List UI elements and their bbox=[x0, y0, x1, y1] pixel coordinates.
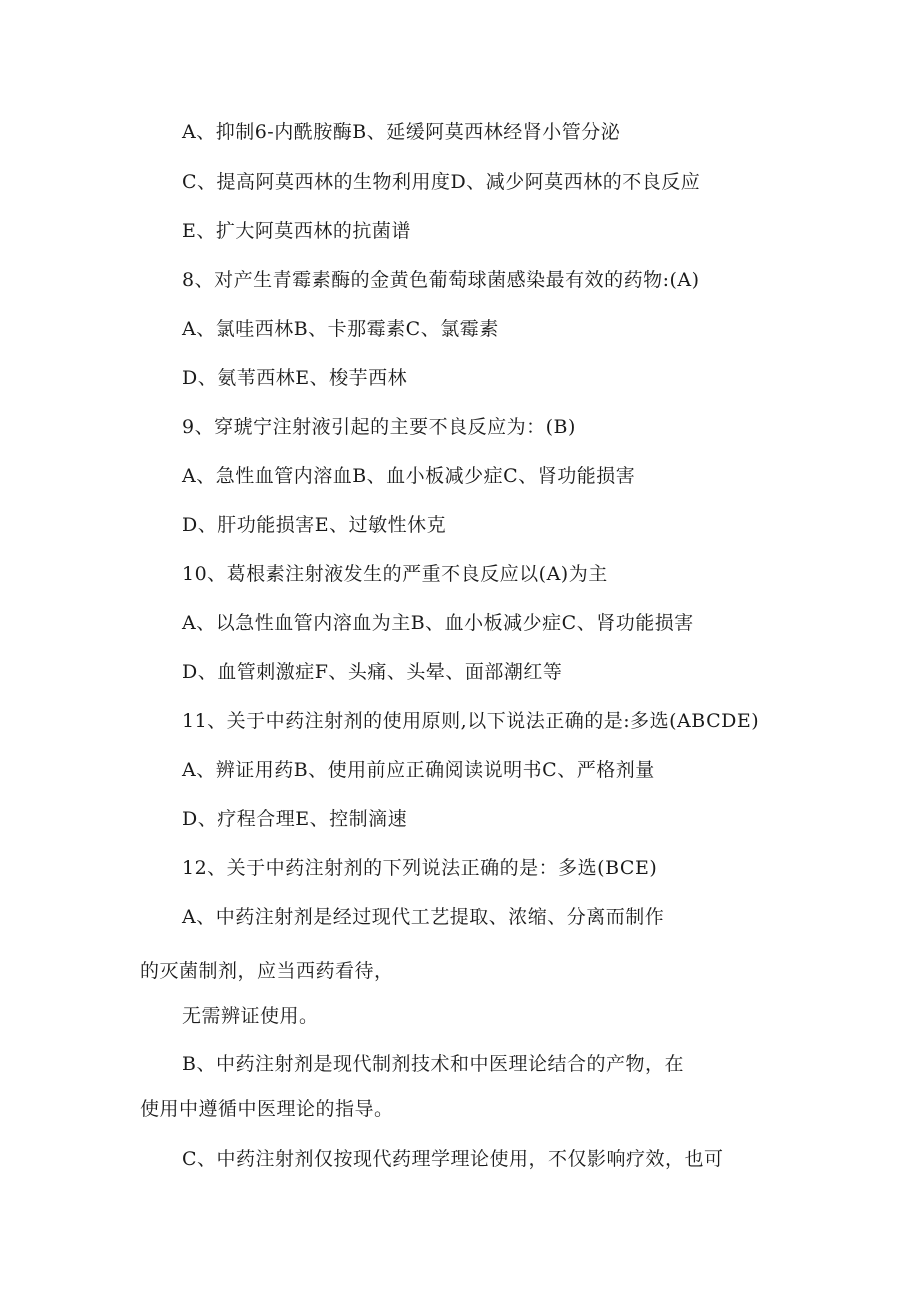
text-line: B、中药注射剂是现代制剂技术和中医理论结合的产物，在 bbox=[182, 1053, 684, 1075]
text-line: 无需辨证使用。 bbox=[182, 1005, 319, 1027]
text-line: E、扩大阿莫西林的抗菌谱 bbox=[182, 220, 411, 242]
text-line: 使用中遵循中医理论的指导。 bbox=[140, 1098, 394, 1120]
text-line: D、氨苇西林E、梭芋西林 bbox=[182, 367, 408, 389]
text-line: D、血管刺激症F、头痛、头晕、面部潮红等 bbox=[182, 661, 563, 683]
text-line: A、以急性血管内溶血为主B、血小板减少症C、肾功能损害 bbox=[182, 612, 694, 634]
question-line: 12、关于中药注射剂的下列说法正确的是：多选(BCE) bbox=[182, 857, 658, 879]
text-line: D、肝功能损害E、过敏性休克 bbox=[182, 514, 447, 536]
question-line: 8、对产生青霉素酶的金黄色葡萄球菌感染最有效的药物:(A) bbox=[182, 269, 700, 291]
text-line: D、疗程合理E、控制滴速 bbox=[182, 808, 408, 830]
text-line: A、氯哇西林B、卡那霉素C、氯霉素 bbox=[182, 318, 499, 340]
question-line: 11、关于中药注射剂的使用原则,以下说法正确的是:多选(ABCDE) bbox=[182, 710, 760, 732]
text-line: C、中药注射剂仅按现代药理学理论使用，不仅影响疗效，也可 bbox=[182, 1148, 724, 1170]
question-line: 9、穿琥宁注射液引起的主要不良反应为：(B) bbox=[182, 416, 576, 438]
text-line: 的灭菌制剂，应当西药看待， bbox=[140, 960, 394, 982]
text-line: A、中药注射剂是经过现代工艺提取、浓缩、分离而制作 bbox=[182, 906, 665, 928]
question-line: 10、葛根素注射液发生的严重不良反应以(A)为主 bbox=[182, 563, 608, 585]
text-line: C、提高阿莫西林的生物利用度D、减少阿莫西林的不良反应 bbox=[182, 171, 701, 193]
text-line: A、抑制6-内酰胺酶B、延缓阿莫西林经肾小管分泌 bbox=[182, 121, 621, 143]
text-line: A、急性血管内溶血B、血小板减少症C、肾功能损害 bbox=[182, 465, 636, 487]
text-line: A、辨证用药B、使用前应正确阅读说明书C、严格剂量 bbox=[182, 759, 655, 781]
